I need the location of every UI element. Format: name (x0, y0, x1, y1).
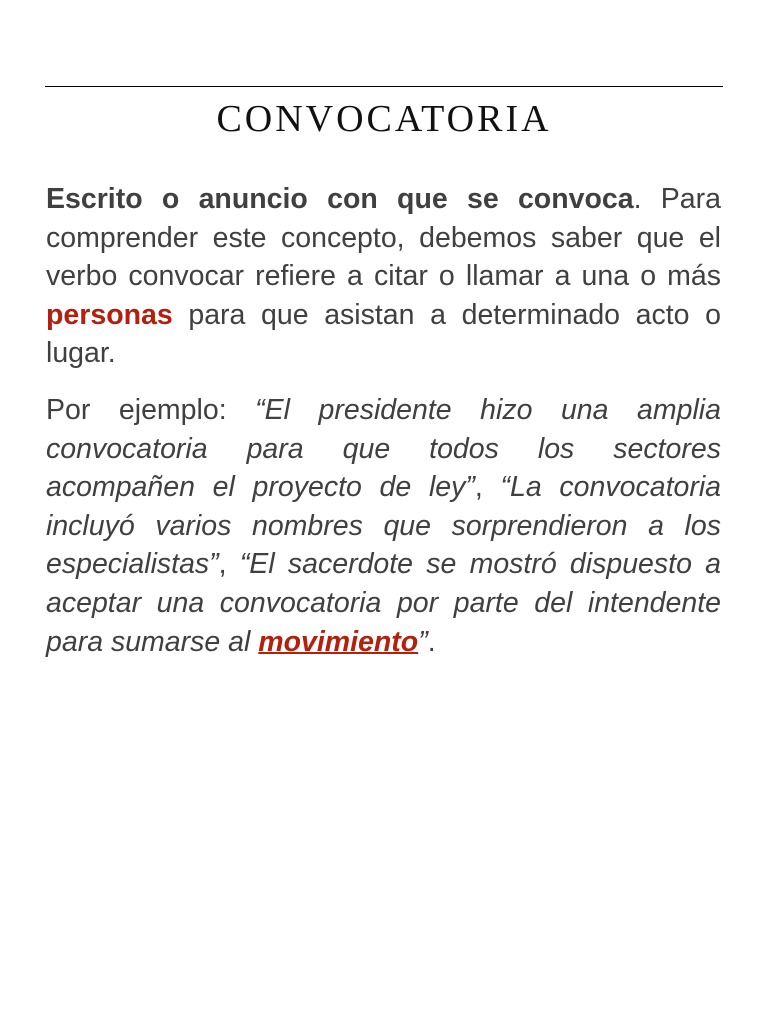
example-quote-3-end: ” (418, 625, 428, 658)
movimiento-link[interactable]: movimiento (258, 625, 419, 658)
page-title: CONVOCATORIA (216, 98, 552, 140)
examples-paragraph (46, 391, 721, 661)
example-separator-2: , (218, 548, 240, 581)
definition-paragraph (46, 180, 721, 373)
explanation-text-end: para que asistan a determinado acto o lugar. (46, 298, 721, 370)
personas-link[interactable]: personas (46, 298, 173, 331)
top-rule (45, 86, 723, 87)
final-period: . (427, 625, 436, 658)
example-quote-2: “La convocatoria incluyó varios nombres que sorprendieron a los especialistas” (46, 471, 722, 581)
example-quote-3: “El sacerdote se mostró dispuesto a aceptar una convocatoria por parte del intendente para sumarse al (46, 548, 721, 658)
example-quote-1: “El presidente hizo una amplia convocatoria para que todos los sectores acompañen el proyecto de ley” (46, 393, 721, 504)
examples-lead: Por ejemplo: (46, 393, 256, 426)
example-separator-1: , (474, 471, 501, 504)
definition-text: Escrito o anuncio con que se convoca (46, 183, 634, 215)
definition-period: . (633, 183, 642, 215)
explanation-text: Para comprender este concepto, debemos saber que el verbo convocar refiere a citar o llamar a una o más (46, 183, 721, 293)
document-body (46, 180, 721, 661)
